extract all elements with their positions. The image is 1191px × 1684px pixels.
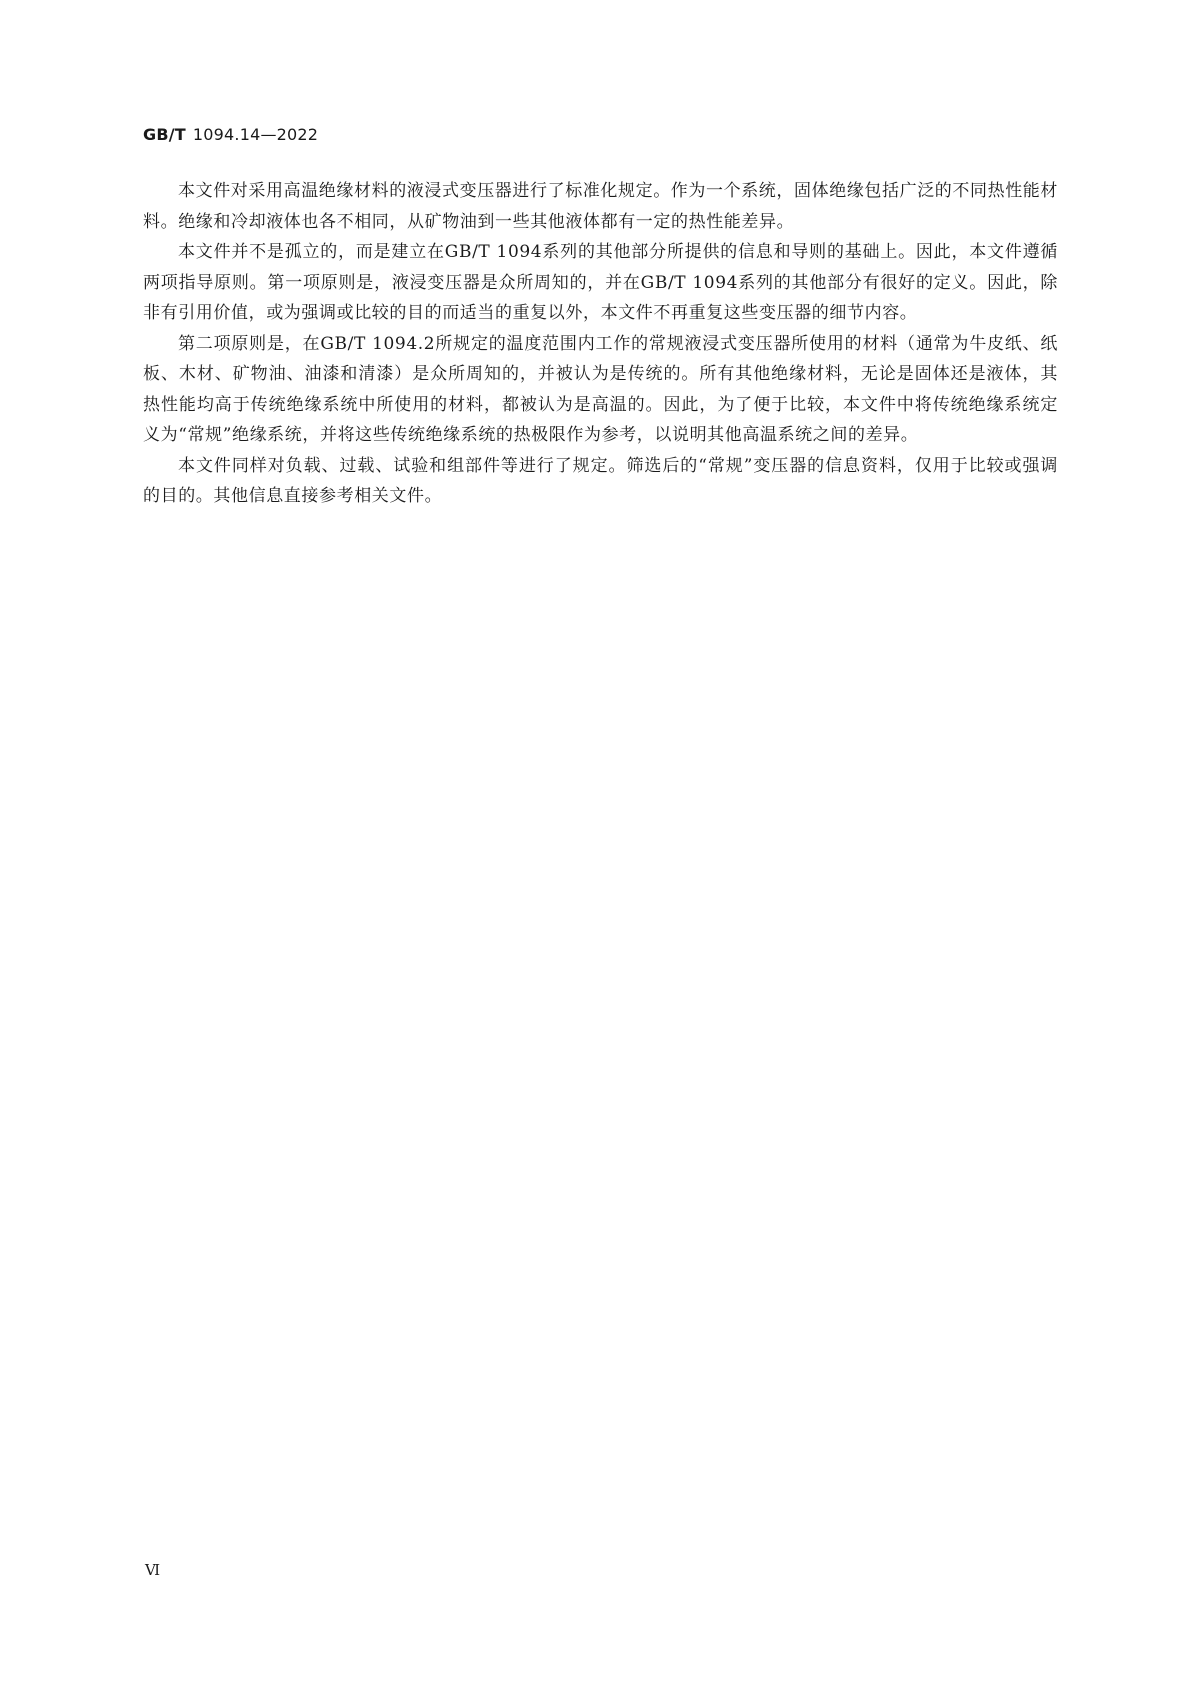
paragraph: 本文件对采用高温绝缘材料的液浸式变压器进行了标准化规定。作为一个系统，固体绝缘包括广泛的不同热性能材料。绝缘和冷却液体也各不相同，从矿物油到一些其他液体都有一定的热性能差异。 — [143, 181, 1058, 232]
standard-number: 1094.14—2022 — [192, 125, 319, 144]
standard-code-header — [143, 125, 318, 144]
standard-prefix: GB/T — [143, 125, 186, 144]
paragraph: 第二项原则是，在GB/T 1094.2所规定的温度范围内工作的常规液浸式变压器所使用的材料（通常为牛皮纸、纸板、木材、矿物油、油漆和清漆）是众所周知的，并被认为是传统的。所有其他绝缘材料，无论是固体还是液体，其热性能均高于传统绝缘系统中所使用的材料，都被认为是高温的。因此，为了便于比较，本文件中将传统绝缘系统定义为“常规”绝缘系统，并将这些传统绝缘系统的热极限作为参考，以说明其他高温系统之间的差异。 — [143, 333, 1058, 445]
page-number: Ⅵ — [145, 1563, 161, 1579]
body-text — [143, 176, 1058, 512]
paragraph: 本文件同样对负载、过载、试验和组部件等进行了规定。筛选后的“常规”变压器的信息资料，仅用于比较或强调的目的。其他信息直接参考相关文件。 — [143, 455, 1058, 506]
paragraph: 本文件并不是孤立的，而是建立在GB/T 1094系列的其他部分所提供的信息和导则的基础上。因此，本文件遵循两项指导原则。第一项原则是，液浸变压器是众所周知的，并在GB/T 1094系列的其他部分有很好的定义。因此，除非有引用价值，或为强调或比较的目的而适当的重复以外，本文件不再重复这些变压器的细节内容。 — [143, 242, 1058, 323]
